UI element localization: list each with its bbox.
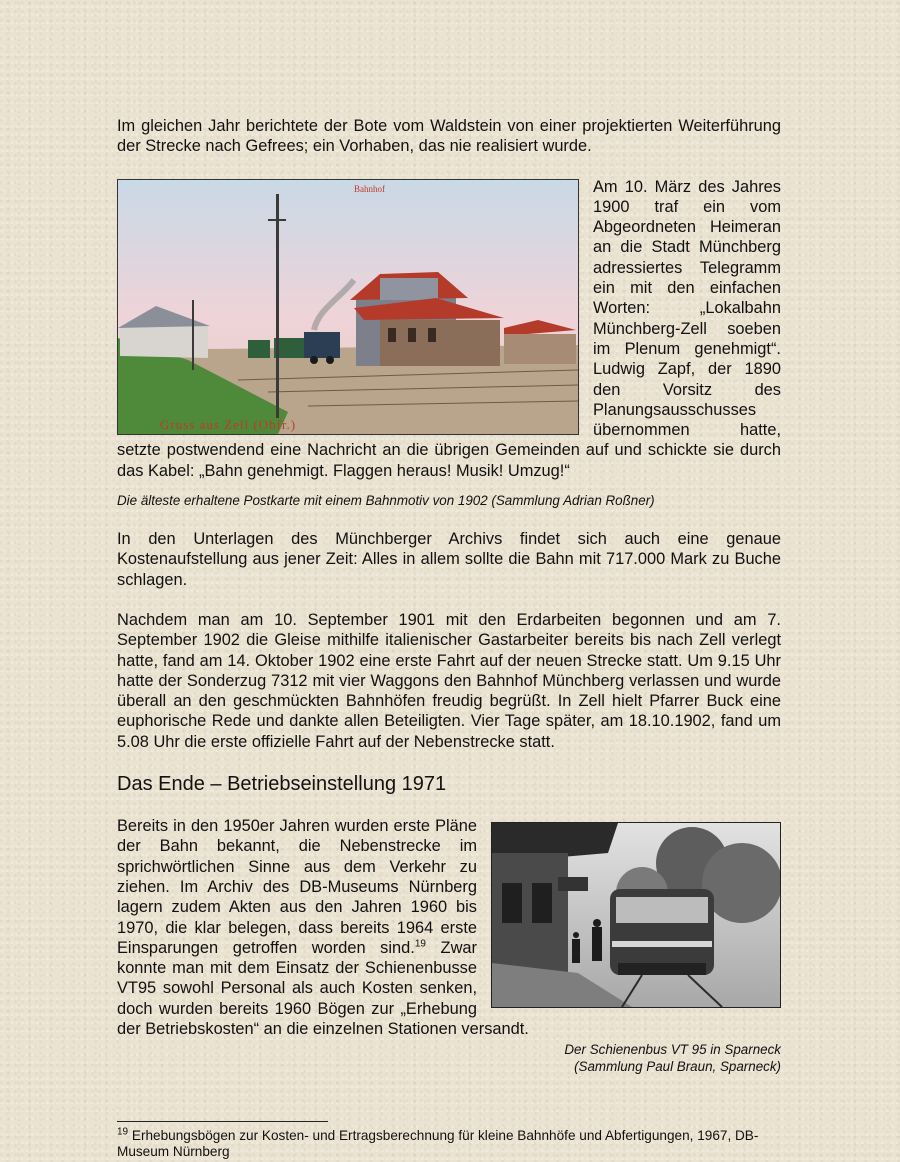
document-page [117,116,781,1075]
paragraph-weiterfuehrung: Im gleichen Jahr berichtete der Bote vom Waldstein von einer projektierten Weiterführung der Strecke nach Gefrees; ein Vorhaben, das nie realisiert wurde. [117,117,781,156]
paragraph-ende-text-2: Zwar konnte man mit dem Einsatz der Schienenbusse VT95 sowohl Personal als auch Kosten senken, doch wurden bereits 1960 Bögen zur „Erhebung der Betriebskosten“ an die einzelnen Stationen versandt. [117,938,529,1038]
paragraph-telegram [117,177,781,481]
footnote [117,1128,797,1160]
telegram-section [117,177,781,481]
figure-railbus-caption [117,1039,781,1075]
postcard-image [118,180,578,434]
paragraph-erste-fahrt: Nachdem man am 10. September 1901 mit den Erdarbeiten begonnen und am 7. September 1902 die Gleise mithilfe italienischer Gastarbeiter bereits bis nach Zell verlegt hatte, fand am 14. Oktober 1902 eine erste Fahrt auf der neuen Strecke statt. Um 9.15 Uhr hatte der Sonderzug 7312 mit vier Waggons den Bahnhof Münchberg verlassen und wurde überall an den geschmückten Bahnhöfen freudig begrüßt. In Zell hielt Pfarrer Buck eine euphorische Rede und dankte allen Beteiligten. Vier Tage später, am 18.10.1902, fand um 5.08 Uhr die erste offizielle Fahrt auf der Nebenstrecke statt. [117,610,781,751]
paragraph-ende [117,816,781,1039]
footnote-divider [117,1121,328,1122]
figure-postcard-caption: Die älteste erhaltene Postkarte mit einem Bahnmotiv von 1902 (Sammlung Adrian Roßner) [117,493,655,509]
figure-postcard [117,179,579,435]
railbus-image [492,823,780,1007]
section-heading: Das Ende – Betriebseinstellung 1971 [117,773,447,796]
figure-railbus [491,822,781,1008]
paragraph-kostenaufstellung: In den Unterlagen des Münchberger Archivs findet sich auch eine genaue Kostenaufstellung aus jener Zeit: Alles in allem sollte die Bahn mit 717.000 Mark zu Buche schlagen. [117,530,781,589]
paragraph-telegram-text: Am 10. März des Jahres 1900 traf ein vom Abgeordneten Heimeran an die Stadt Münchberg adressiertes Telegramm ein mit den einfachen Worten: „Lokalbahn Münchberg-Zell soeben im Plenum genehmigt“. Ludwig Zapf, der 1890 den Vorsitz des Planungsausschusses übernommen hatte, setzte postwendend eine Nachricht an die übrigen Gemeinden auf und schickte sie durch das Kabel: „Bahn genehmigt. Flaggen heraus! Musik! Umzug!“ [117,177,781,480]
caption-line-1: Der Schienenbus VT 95 in Sparneck [564,1042,781,1058]
postcard-label-bottom: Gruss aus Zell (Obfr.) [160,416,297,432]
postcard-label-top: Bahnhof [354,183,385,194]
caption-line-2: (Sammlung Paul Braun, Sparneck) [574,1059,781,1075]
footnote-text: Erhebungsbögen zur Kosten- und Ertragsberechnung für kleine Bahnhöfe und Abfertigungen, 1967, DB-Museum Nürnberg [117,1128,759,1159]
footnote-number: 19 [117,1126,129,1138]
paragraph-ende-text-1: Bereits in den 1950er Jahren wurden erste Pläne der Bahn bekannt, die Nebenstrecke im sprichwörtlichen Sinne aus dem Verkehr zu ziehen. Im Archiv des DB-Museums Nürnberg lagern zudem Akten aus den Jahren 1960 bis 1970, die klar belegen, dass bereits 1964 erste Einsparungen getroffen worden sind. [117,817,477,957]
footnote-ref: 19 [414,938,426,950]
